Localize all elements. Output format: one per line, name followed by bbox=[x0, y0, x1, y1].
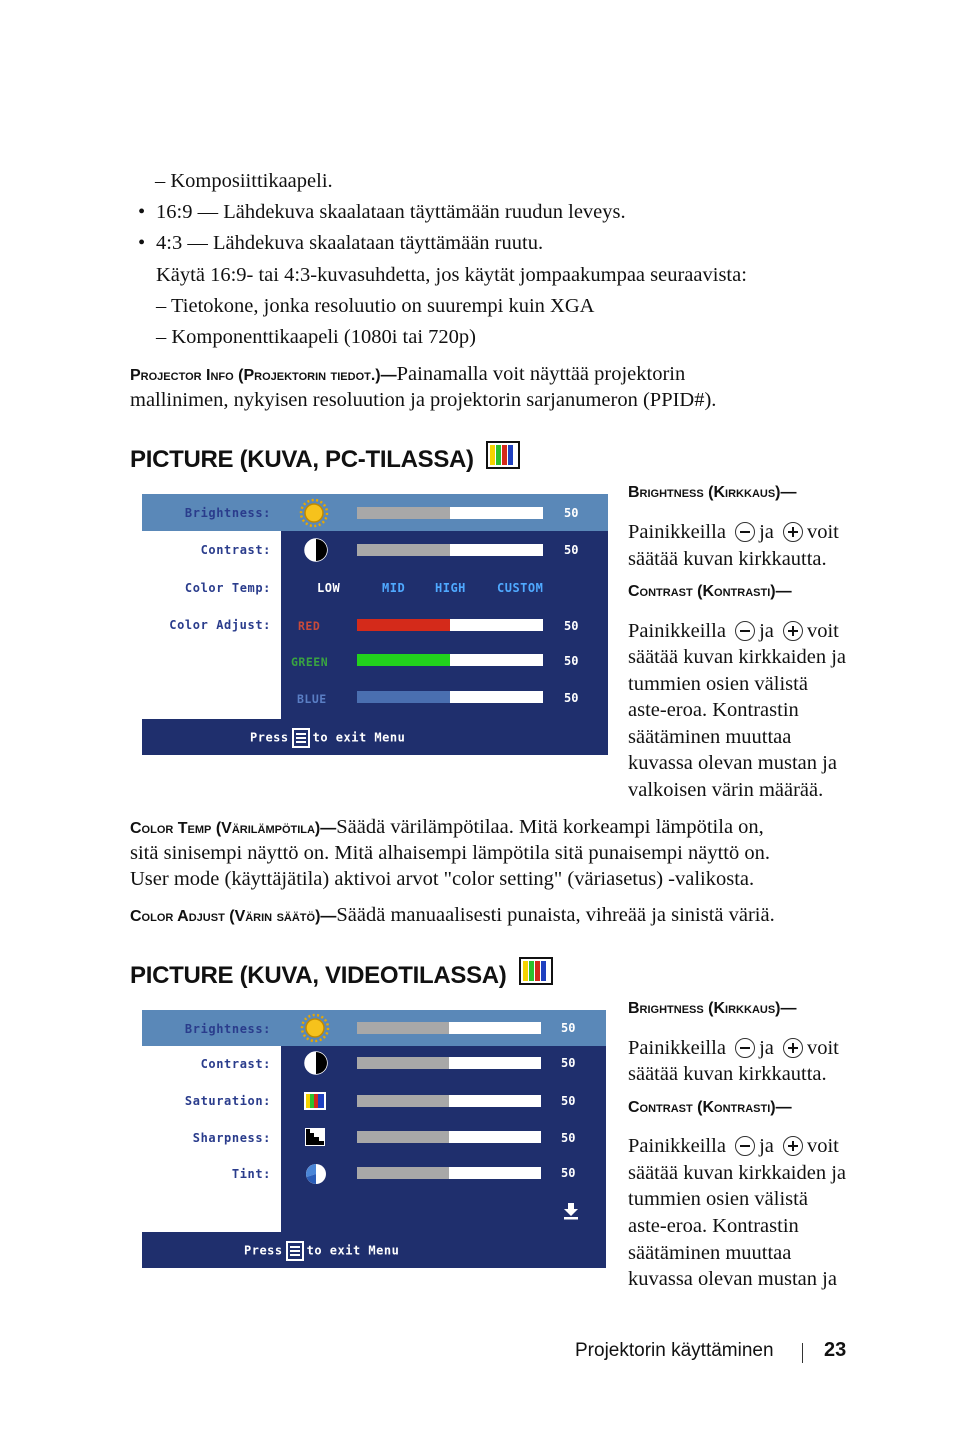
pc-contrast-line4: aste-eroa. Kontrastin bbox=[628, 699, 799, 721]
osd-value-contrast: 50 bbox=[564, 543, 579, 557]
sharpness-icon bbox=[305, 1128, 325, 1146]
video-brightness-term-text: Brightness (Kirkkaus)— bbox=[628, 1000, 797, 1017]
osd-label-sharpness: Sharpness: bbox=[192, 1131, 271, 1145]
aspect-usage-text: Käytä 16:9- tai 4:3-kuvasuhdetta, jos käytät jompaakumpaa seuraavista: bbox=[156, 264, 747, 286]
color-adjust-term: Color Adjust (Värin säätö)— bbox=[130, 908, 337, 925]
pc-contrast-text-a: Painikkeilla bbox=[628, 620, 726, 642]
scroll-down-icon[interactable] bbox=[563, 1202, 579, 1220]
tint-icon bbox=[304, 1162, 328, 1186]
osd-bar-fill bbox=[357, 1167, 449, 1179]
osd-label-brightness: Brightness: bbox=[184, 506, 271, 520]
osd-bar-saturation[interactable] bbox=[357, 1095, 541, 1107]
list-item-169: 16:9 — Lähdekuva skaalataan täyttämään ruudun leveys. bbox=[156, 201, 626, 223]
footer-section-title: Projektorin käyttäminen bbox=[575, 1340, 774, 1361]
osd-label-contrast: Contrast: bbox=[200, 1057, 271, 1071]
osd-bar-fill bbox=[357, 507, 450, 519]
osd-menu-pc bbox=[142, 494, 608, 755]
minus-button-icon bbox=[735, 522, 755, 542]
video-brightness-ja: ja bbox=[759, 1037, 774, 1059]
video-contrast-text-b: voit bbox=[806, 1135, 839, 1157]
video-contrast-ja: ja bbox=[759, 1135, 774, 1157]
osd-label-saturation: Saturation: bbox=[184, 1094, 271, 1108]
video-brightness-term bbox=[628, 1000, 797, 1018]
pc-contrast-line2: säätää kuvan kirkkaiden ja bbox=[628, 646, 847, 668]
osd-bar-fill bbox=[357, 691, 450, 703]
osd-bar-red[interactable] bbox=[357, 619, 543, 631]
list-item-composite: – Komposiittikaapeli. bbox=[155, 170, 333, 192]
osd-value-tint: 50 bbox=[561, 1166, 576, 1180]
osd-bar-fill bbox=[357, 1131, 449, 1143]
list-item-component: – Komponenttikaapeli (1080i tai 720p) bbox=[156, 326, 476, 348]
bullet-dot: • bbox=[138, 232, 146, 254]
osd-footer-exit: to exit Menu bbox=[312, 730, 406, 745]
contrast-icon bbox=[303, 537, 329, 563]
osd-value-saturation: 50 bbox=[561, 1094, 576, 1108]
osd-bar-fill bbox=[357, 1022, 449, 1034]
pc-brightness-line2: säätää kuvan kirkkautta. bbox=[628, 548, 827, 570]
osd-bar-brightness[interactable] bbox=[357, 507, 543, 519]
osd-label-tint: Tint: bbox=[231, 1167, 271, 1181]
pc-contrast-line3: tummien osien välistä bbox=[628, 673, 808, 695]
video-brightness-line2: säätää kuvan kirkkautta. bbox=[628, 1063, 827, 1085]
pc-contrast-text-b: voit bbox=[806, 620, 839, 642]
color-adjust-text: Säädä manuaalisesti punaista, vihreää ja sinistä väriä. bbox=[336, 904, 775, 926]
osd-bar-contrast[interactable] bbox=[357, 544, 543, 556]
plus-button-icon bbox=[783, 621, 803, 641]
bullet-dot: • bbox=[138, 201, 146, 223]
pc-contrast-term-text: Contrast (Kontrasti)— bbox=[628, 583, 792, 600]
osd-footer bbox=[142, 719, 608, 755]
osd-bar-fill bbox=[357, 619, 450, 631]
osd-value-sharpness: 50 bbox=[561, 1131, 576, 1145]
osd-menu-video bbox=[142, 1010, 606, 1268]
menu-icon bbox=[286, 1241, 304, 1261]
osd-footer bbox=[142, 1232, 606, 1268]
osd-label-brightness: Brightness: bbox=[184, 1022, 271, 1036]
video-contrast-line3: tummien osien välistä bbox=[628, 1188, 808, 1210]
temp-option-mid[interactable]: MID bbox=[382, 581, 406, 595]
sun-icon bbox=[299, 1013, 331, 1043]
osd-bar-green[interactable] bbox=[357, 654, 543, 666]
video-brightness-text-a: Painikkeilla bbox=[628, 1037, 726, 1059]
pc-brightness-text-a: Painikkeilla bbox=[628, 521, 726, 543]
section-heading-video-text: PICTURE (KUVA, VIDEOTILASSA) bbox=[130, 962, 507, 989]
list-item-computer: – Tietokone, jonka resoluutio on suurempi kuin XGA bbox=[156, 295, 595, 317]
osd-bar-fill bbox=[357, 1095, 449, 1107]
video-contrast-text-a: Painikkeilla bbox=[628, 1135, 726, 1157]
osd-footer-text bbox=[250, 728, 405, 748]
osd-bar-fill bbox=[357, 654, 450, 666]
picture-tv-icon bbox=[519, 957, 553, 985]
osd-bar-fill bbox=[357, 544, 450, 556]
osd-label-contrast: Contrast: bbox=[200, 543, 271, 557]
osd-footer-press: Press bbox=[244, 1243, 283, 1258]
contrast-icon bbox=[303, 1050, 329, 1076]
color-temp-line2: sitä sinisempi näyttö on. Mitä alhaisempi lämpötila sitä punaisempi näyttö on. bbox=[130, 842, 770, 864]
osd-value-blue: 50 bbox=[564, 691, 579, 705]
pc-contrast-ja: ja bbox=[759, 620, 774, 642]
sun-icon bbox=[298, 498, 330, 528]
osd-label-blue: BLUE bbox=[297, 692, 327, 706]
menu-icon bbox=[292, 728, 310, 748]
saturation-icon bbox=[304, 1092, 326, 1110]
color-temp-text-1: Säädä värilämpötilaa. Mitä korkeampi lämpötila on, bbox=[336, 816, 764, 838]
video-contrast-term bbox=[628, 1099, 792, 1117]
pc-brightness-text-b: voit bbox=[806, 521, 839, 543]
osd-label-color-temp: Color Temp: bbox=[184, 581, 271, 595]
plus-button-icon bbox=[783, 1136, 803, 1156]
pc-brightness-line1 bbox=[628, 519, 839, 545]
osd-bar-sharpness[interactable] bbox=[357, 1131, 541, 1143]
pc-contrast-line6: kuvassa olevan mustan ja bbox=[628, 752, 837, 774]
color-temp-line1 bbox=[130, 814, 764, 842]
temp-option-low[interactable]: LOW bbox=[317, 581, 341, 595]
pc-brightness-term-text: Brightness (Kirkkaus)— bbox=[628, 484, 797, 501]
color-temp-term: Color Temp (Värilämpötila)— bbox=[130, 820, 337, 837]
video-contrast-line2: säätää kuvan kirkkaiden ja bbox=[628, 1162, 847, 1184]
temp-option-custom[interactable]: CUSTOM bbox=[497, 581, 544, 595]
osd-value-contrast: 50 bbox=[561, 1056, 576, 1070]
minus-button-icon bbox=[735, 1038, 755, 1058]
pc-contrast-line7: valkoisen värin määrää. bbox=[628, 779, 824, 801]
footer-divider bbox=[802, 1343, 803, 1363]
plus-button-icon bbox=[783, 522, 803, 542]
video-contrast-line1 bbox=[628, 1133, 839, 1159]
page-number: 23 bbox=[824, 1339, 847, 1361]
minus-button-icon bbox=[735, 621, 755, 641]
temp-option-high[interactable]: HIGH bbox=[435, 581, 466, 595]
video-contrast-line4: aste-eroa. Kontrastin bbox=[628, 1215, 799, 1237]
projector-info-text-1: Painamalla voit näyttää projektorin bbox=[396, 363, 686, 385]
osd-bar-tint[interactable] bbox=[357, 1167, 541, 1179]
osd-label-color-adjust: Color Adjust: bbox=[169, 618, 271, 632]
projector-info-text-2: mallinimen, nykyisen resoluution ja projektorin sarjanumeron (PPID#). bbox=[130, 389, 717, 411]
plus-button-icon bbox=[783, 1038, 803, 1058]
osd-bar-brightness[interactable] bbox=[357, 1022, 541, 1034]
video-contrast-line6: kuvassa olevan mustan ja bbox=[628, 1268, 837, 1290]
section-heading-video bbox=[130, 957, 553, 990]
color-temp-line3: User mode (käyttäjätila) aktivoi arvot "color setting" (väriasetus) -valikosta. bbox=[130, 868, 755, 890]
video-contrast-line5: säätäminen muuttaa bbox=[628, 1242, 792, 1264]
section-heading-pc-text: PICTURE (KUVA, PC-TILASSA) bbox=[130, 446, 474, 473]
minus-button-icon bbox=[735, 1136, 755, 1156]
osd-bar-contrast[interactable] bbox=[357, 1057, 541, 1069]
video-brightness-line1 bbox=[628, 1035, 839, 1061]
pc-contrast-term bbox=[628, 583, 792, 601]
pc-brightness-term bbox=[628, 484, 797, 502]
osd-bar-blue[interactable] bbox=[357, 691, 543, 703]
video-brightness-text-b: voit bbox=[806, 1037, 839, 1059]
osd-value-red: 50 bbox=[564, 619, 579, 633]
projector-info-term: Projector Info (Projektorin tiedot.)— bbox=[130, 367, 397, 384]
list-item-43: 4:3 — Lähdekuva skaalataan täyttämään ruutu. bbox=[156, 232, 544, 254]
pc-contrast-line5: säätäminen muuttaa bbox=[628, 726, 792, 748]
osd-footer-press: Press bbox=[250, 730, 289, 745]
osd-value-brightness: 50 bbox=[564, 506, 579, 520]
osd-label-red: RED bbox=[298, 619, 321, 633]
osd-label-green: GREEN bbox=[291, 655, 329, 669]
projector-info-paragraph bbox=[130, 361, 850, 389]
picture-tv-icon bbox=[486, 441, 520, 469]
osd-footer-text bbox=[244, 1241, 399, 1261]
color-adjust-line bbox=[130, 902, 775, 930]
osd-footer-exit: to exit Menu bbox=[306, 1243, 400, 1258]
osd-bar-fill bbox=[357, 1057, 449, 1069]
pc-brightness-ja: ja bbox=[759, 521, 774, 543]
video-contrast-term-text: Contrast (Kontrasti)— bbox=[628, 1099, 792, 1116]
osd-value-green: 50 bbox=[564, 654, 579, 668]
osd-value-brightness: 50 bbox=[561, 1021, 576, 1035]
pc-contrast-line1 bbox=[628, 618, 839, 644]
section-heading-pc bbox=[130, 441, 520, 474]
